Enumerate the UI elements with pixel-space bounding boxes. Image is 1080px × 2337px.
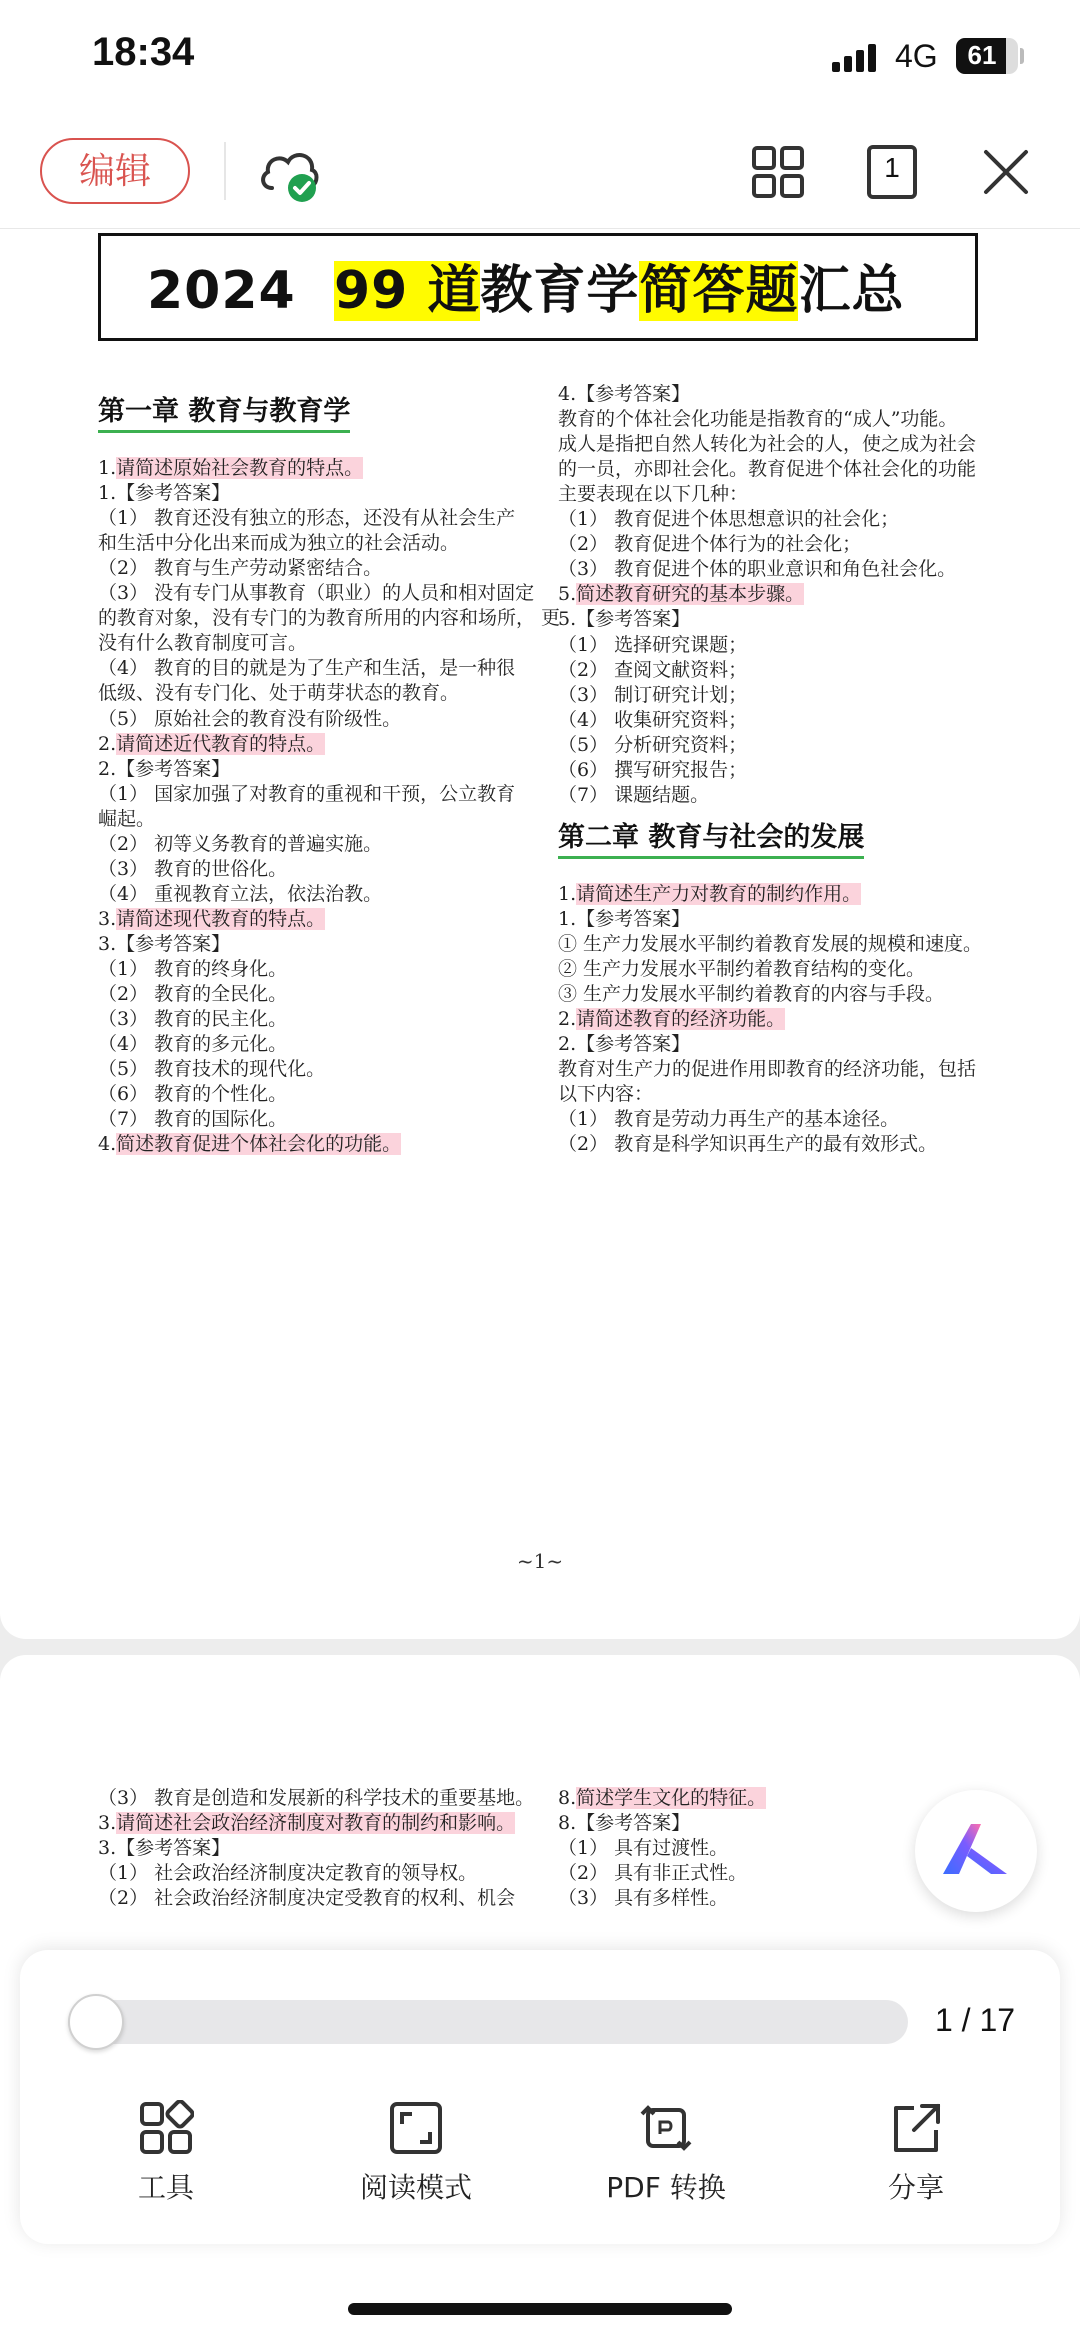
- answer-line: （3） 教育是创造和发展新的科学技术的重要基地。: [98, 1787, 535, 1809]
- title-part-2: 教育学: [480, 261, 640, 321]
- page-slider-track[interactable]: [68, 2000, 908, 2044]
- reading-mode-label: 阅读模式: [359, 2171, 472, 2204]
- page-indicator-button[interactable]: [862, 142, 922, 202]
- answer-line: （1） 教育的终身化。: [98, 958, 288, 980]
- page-number: ~1~: [516, 1549, 564, 1573]
- home-indicator: [348, 2303, 732, 2315]
- answer-label: 3.【参考答案】: [98, 1837, 231, 1860]
- chapter-heading: 第二章 教育与社会的发展: [558, 815, 864, 859]
- title-part-3: 简答题: [639, 261, 799, 321]
- share-icon: [888, 2100, 944, 2156]
- answer-label: 4.【参考答案】: [558, 383, 691, 405]
- document-page-1[interactable]: [0, 229, 1080, 1639]
- grid-view-icon[interactable]: [748, 142, 808, 202]
- signal-icon: [832, 44, 880, 72]
- answer-line: 崛起。: [98, 807, 156, 830]
- answer-label: 2.【参考答案】: [98, 757, 231, 780]
- chapter-heading: 第一章 教育与教育学: [98, 389, 350, 433]
- answer-line: （2） 查阅文献资料；: [558, 658, 748, 681]
- question: 2.请简述近代教育的特点。: [98, 732, 326, 755]
- answer-line: 成人是指把自然人转化为社会的人，使之成为社会: [558, 433, 977, 456]
- answer-label: 3.【参考答案】: [98, 932, 231, 955]
- answer-line: ② 生产力发展水平制约着教育结构的变化。: [558, 958, 926, 980]
- answer-line: （6） 撰写研究报告；: [558, 758, 748, 781]
- question: 1.请简述生产力对教育的制约作用。: [558, 882, 862, 905]
- network-type: 4G: [895, 38, 938, 74]
- answer-line: （4） 教育的目的就是为了生产和生活，是一种很: [98, 657, 516, 680]
- answer-line: 低级、没有专门化、处于萌芽状态的教育。: [98, 682, 460, 705]
- question: 3.请简述社会政治经济制度对教育的制约和影响。: [98, 1812, 516, 1835]
- convert-icon: [638, 2100, 694, 2156]
- battery-icon: [956, 38, 1018, 74]
- answer-line: （3） 教育促进个体的职业意识和角色社会化。: [558, 558, 957, 581]
- answer-line: 教育的个体社会化功能是指教育的“成人”功能。: [558, 408, 958, 431]
- status-time: 18:34: [92, 30, 195, 74]
- page-count: 1 / 17: [934, 2002, 1016, 2038]
- tools-button[interactable]: [66, 2100, 266, 2206]
- ai-logo-icon: [915, 1790, 1037, 1912]
- answer-line: （1） 教育促进个体思想意识的社会化；: [558, 508, 900, 531]
- question: 4.简述教育促进个体社会化的功能。: [98, 1133, 402, 1156]
- fullscreen-icon: [388, 2100, 444, 2156]
- answer-line: （2） 初等义务教育的普遍实施。: [98, 832, 383, 855]
- answer-line: （5） 教育技术的现代化。: [98, 1058, 326, 1081]
- answer-line: （5） 原始社会的教育没有阶级性。: [98, 707, 402, 730]
- title-year: 2024: [147, 261, 296, 321]
- answer-line: （2） 教育与生产劳动紧密结合。: [98, 557, 383, 580]
- answer-label: 1.【参考答案】: [558, 907, 691, 930]
- question: 2.请简述教育的经济功能。: [558, 1008, 786, 1031]
- document-title: [147, 248, 904, 323]
- battery-level: 61: [967, 40, 997, 70]
- answer-line: 主要表现在以下几种：: [558, 483, 749, 506]
- answer-line: 的一员，亦即社会化。教育促进个体社会化的功能: [558, 458, 977, 481]
- page-slider-handle[interactable]: [68, 1994, 124, 2050]
- answer-line: （3） 教育的民主化。: [98, 1008, 288, 1031]
- page-indicator-number: 1: [884, 152, 900, 183]
- answer-line: （6） 教育的个性化。: [98, 1083, 288, 1106]
- answer-line: （2） 教育的全民化。: [98, 983, 288, 1006]
- answer-line: （4） 收集研究资料；: [558, 708, 748, 731]
- answer-line: （1） 国家加强了对教育的重视和干预，公立教育: [98, 782, 516, 805]
- toolbar-divider: [224, 142, 226, 200]
- answer-line: 的教育对象，没有专门的为教育所用的内容和场所， 更: [98, 607, 561, 630]
- pdf-convert-button[interactable]: [566, 2100, 766, 2206]
- answer-line: （3） 教育的世俗化。: [98, 857, 288, 880]
- answer-line: （2） 教育促进个体行为的社会化；: [558, 533, 862, 556]
- answer-line: （2） 社会政治经济制度决定受教育的权利、机会: [98, 1887, 516, 1910]
- answer-line: （7） 教育的国际化。: [98, 1108, 288, 1131]
- answer-label: 1.【参考答案】: [98, 482, 231, 505]
- answer-label: 5.【参考答案】: [558, 608, 691, 631]
- tools-icon: [138, 2100, 194, 2156]
- answer-line: （4） 重视教育立法，依法治教。: [98, 882, 383, 905]
- cloud-synced-icon[interactable]: [256, 142, 326, 208]
- edit-button[interactable]: 编辑: [40, 138, 190, 204]
- question: 5.简述教育研究的基本步骤。: [558, 583, 805, 606]
- pdf-convert-label: PDF 转换: [606, 2171, 726, 2204]
- answer-line: （1） 教育是劳动力再生产的基本途径。: [558, 1108, 900, 1131]
- answer-line: （1） 社会政治经济制度决定教育的领导权。: [98, 1862, 478, 1885]
- reading-mode-button[interactable]: [316, 2100, 516, 2206]
- answer-line: （3） 制订研究计划；: [558, 683, 748, 706]
- bottom-toolbar: [20, 1950, 1060, 2244]
- answer-label: 8.【参考答案】: [558, 1812, 691, 1835]
- answer-line: （4） 教育的多元化。: [98, 1033, 288, 1056]
- title-part-4: 汇总: [798, 261, 905, 321]
- answer-line: （3） 具有多样性。: [558, 1887, 729, 1910]
- answer-line: ③ 生产力发展水平制约着教育的内容与手段。: [558, 983, 945, 1006]
- ai-assistant-button[interactable]: [915, 1790, 1037, 1912]
- answer-label: 2.【参考答案】: [558, 1033, 691, 1056]
- title-part-1: 99 道: [333, 261, 481, 321]
- close-icon[interactable]: [976, 142, 1036, 202]
- answer-line: （5） 分析研究资料；: [558, 733, 748, 756]
- share-button[interactable]: [816, 2100, 1016, 2206]
- answer-line: 以下内容：: [558, 1083, 654, 1106]
- share-label: 分享: [887, 2171, 944, 2204]
- answer-line: ① 生产力发展水平制约着教育发展的规模和速度。: [558, 932, 983, 955]
- answer-line: 和生活中分化出来而成为独立的社会活动。: [98, 532, 460, 555]
- question: 1.请简述原始社会教育的特点。: [98, 457, 364, 479]
- answer-line: （1） 选择研究课题；: [558, 633, 748, 656]
- answer-line: （7） 课题结题。: [558, 783, 710, 806]
- answer-line: （3） 没有专门从事教育（职业）的人员和相对固定: [98, 582, 535, 605]
- tools-label: 工具: [137, 2171, 194, 2204]
- answer-line: 没有什么教育制度可言。: [98, 632, 308, 655]
- question: 3.请简述现代教育的特点。: [98, 907, 326, 930]
- status-bar: [0, 0, 1080, 120]
- document-title-box: [98, 233, 978, 341]
- question: 8.简述学生文化的特征。: [558, 1787, 767, 1809]
- top-toolbar: [0, 120, 1080, 229]
- answer-line: （1） 教育还没有独立的形态，还没有从社会生产: [98, 507, 516, 530]
- answer-line: 教育对生产力的促进作用即教育的经济功能，包括: [558, 1058, 977, 1081]
- answer-line: （1） 具有过渡性。: [558, 1837, 729, 1860]
- answer-line: （2） 具有非正式性。: [558, 1862, 748, 1885]
- answer-line: （2） 教育是科学知识再生产的最有效形式。: [558, 1133, 938, 1156]
